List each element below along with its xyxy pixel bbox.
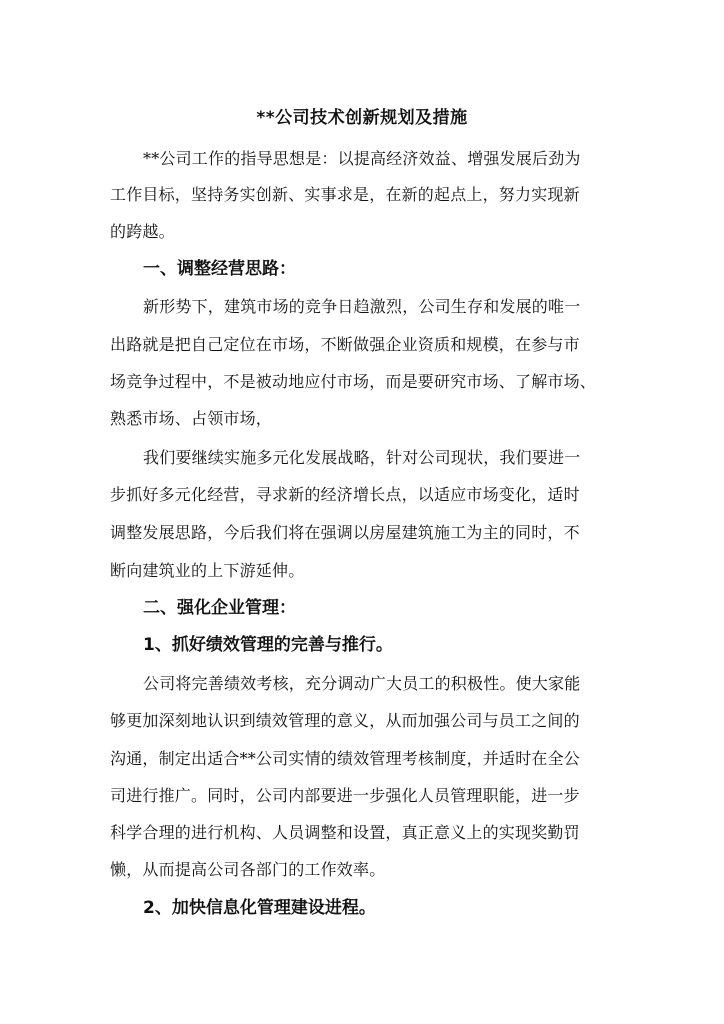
- intro-line-2: 工作目标，坚持务实创新、实事求是，在新的起点上，努力实现新: [110, 185, 580, 204]
- sub1-para-line-6: 懒，从而提高公司各部门的工作效率。: [110, 860, 386, 879]
- sub2-heading: 2、加快信息化管理建设进程。: [143, 898, 376, 918]
- section1-para1-line-3: 场竞争过程中，不是被动地应付市场，而是要研究市场、了解市场、: [110, 372, 597, 391]
- section1-para1-line-1: 新形势下，建筑市场的竞争日趋激烈，公司生存和发展的唯一: [143, 297, 581, 316]
- sub1-para-line-4: 司进行推广。同时，公司内部要进一步强化人员管理职能，进一步: [110, 786, 580, 805]
- sub1-para-line-5: 科学合理的进行机构、人员调整和设置，真正意义上的实现奖勤罚: [110, 823, 580, 842]
- section2-heading: 二、强化企业管理：: [143, 598, 296, 618]
- sub1-para-line-2: 够更加深刻地认识到绩效管理的意义，从而加强公司与员工之间的: [110, 711, 580, 730]
- section1-para2-line-1: 我们要继续实施多元化发展战略，针对公司现状，我们要进一: [143, 448, 581, 467]
- sub1-para-line-3: 沟通，制定出适合**公司实情的绩效管理考核制度，并适时在全公: [110, 749, 581, 768]
- section1-para2-line-2: 步抓好多元化经营，寻求新的经济增长点，以适应市场变化，适时: [110, 485, 580, 504]
- section1-para1-line-4: 熟悉市场、占领市场，: [110, 409, 273, 428]
- section1-heading: 一、调整经营思路：: [143, 259, 296, 279]
- intro-line-3: 的跨越。: [110, 222, 175, 241]
- section1-para2-line-3: 调整发展思路，今后我们将在强调以房屋建筑施工为主的同时，不: [110, 523, 580, 542]
- document-title: **公司技术创新规划及措施: [256, 108, 468, 128]
- section1-para1-line-2: 出路就是把自己定位在市场，不断做强企业资质和规模，在参与市: [110, 335, 580, 354]
- sub1-heading: 1、抓好绩效管理的完善与推行。: [143, 635, 393, 655]
- section1-para2-line-4: 断向建筑业的上下游延伸。: [110, 561, 305, 580]
- sub1-para-line-1: 公司将完善绩效考核，充分调动广大员工的积极性。使大家能: [143, 674, 581, 693]
- intro-line-1: **公司工作的指导思想是：以提高经济效益、增强发展后劲为: [143, 149, 581, 168]
